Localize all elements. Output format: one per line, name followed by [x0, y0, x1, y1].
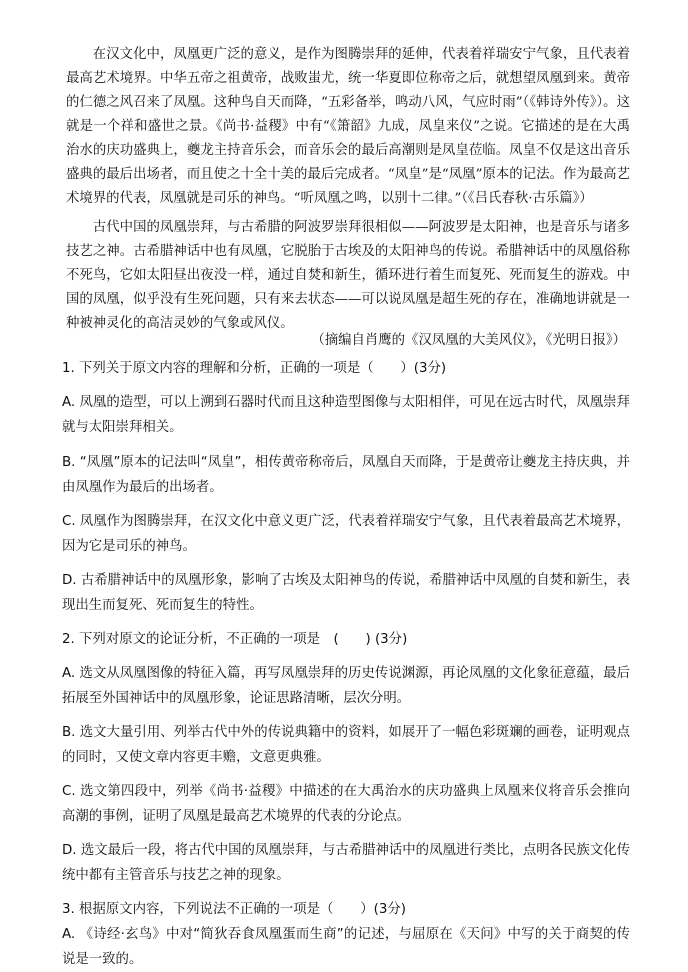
question-2-option-c [62, 779, 630, 829]
passage-body [66, 43, 630, 211]
question-1 [62, 356, 630, 381]
option-text: D. 古希腊神话中的凤凰形象，影响了古埃及太阳神鸟的传说，希腊神话中凤凰的自焚和新生，表现出生而复死、死而复生的特性。 [62, 573, 630, 613]
question-3 [62, 897, 630, 922]
option-text: A. 选文从凤凰图像的特征入篇，再写凤凰崇拜的历史传说渊源，再论凤凰的文化象征意蕴，最后拓展至外国神话中的凤凰形象，论证思路清晰，层次分明。 [62, 666, 630, 706]
option-text: A. 《诗经·玄鸟》中对“简狄吞食凤凰蛋而生商”的记述，与屈原在《天问》中写的关于商契的传说是一致的。 [62, 927, 630, 967]
question-stem: 2. 下列对原文的论证分析，不正确的一项是 ( ) (3分) [62, 632, 408, 647]
question-1-option-c [62, 509, 630, 559]
passage-body-2 [66, 216, 630, 336]
option-text: B. 选文大量引用、列举古代中外的传说典籍中的资料，如展开了一幅色彩斑斓的画卷，证明观点的同时，又使文章内容更丰赡，文意更典雅。 [62, 725, 630, 765]
question-2-option-b [62, 720, 630, 770]
question-2-option-a [62, 661, 630, 711]
option-text: B. “凤凰”原本的记法叫“凤皇”，相传黄帝称帝后，凤凰自天而降，于是黄帝让夔龙主持庆典，并由凤凰作为最后的出场者。 [62, 455, 630, 495]
passage-paragraph-2: 古代中国的凤凰崇拜，与古希腊的阿波罗崇拜很相似——阿波罗是太阳神，也是音乐与诸多技艺之神。古希腊神话中也有凤凰，它脱胎于古埃及的太阳神鸟的传说。希腊神话中的凤凰俗称不死鸟，它如太阳昼出夜没一样，通过自焚和新生，循环进行着生而复死、死而复生的游戏。中国的凤凰，似乎没有生死问题，只有来去状态——可以说凤凰是超生死的存在，准确地讲就是一种被神灵化的高洁灵妙的气象或风仪。 [66, 220, 630, 331]
passage-source: （摘编自肖鹰的《汉凤凰的大美风仪》，《光明日报》） [311, 333, 626, 348]
question-stem: 1. 下列关于原文内容的理解和分析，正确的一项是（ ）(3分) [62, 361, 447, 376]
question-stem: 3. 根据原文内容，下列说法不正确的一项是（ ）(3分) [62, 902, 406, 917]
question-1-option-a [62, 390, 630, 440]
option-text: A. 凤凰的造型，可以上溯到石器时代而且这种造型图像与太阳相伴，可见在远古时代，凤凰崇拜就与太阳崇拜相关。 [62, 395, 630, 435]
question-3-option-a [62, 922, 630, 972]
option-text: D. 选文最后一段，将古代中国的凤凰崇拜，与古希腊神话中的凤凰进行类比，点明各民族文化传统中都有主管音乐与技艺之神的现象。 [62, 843, 630, 883]
option-text: C. 选文第四段中，列举《尚书·益稷》中描述的在大禹治水的庆功盛典上凤凰来仪将音乐会推向高潮的事例，证明了凤凰是最高艺术境界的代表的分论点。 [62, 784, 630, 824]
option-text: C. 凤凰作为图腾崇拜，在汉文化中意义更广泛，代表着祥瑞安宁气象，且代表着最高艺术境界，因为它是司乐的神鸟。 [62, 514, 630, 554]
passage-paragraph-1: 在汉文化中，凤凰更广泛的意义，是作为图腾崇拜的延伸，代表着祥瑞安宁气象，且代表着最高艺术境界。中华五帝之祖黄帝，战败蚩尤，统一华夏即位称帝之后，就想望凤凰到来。黄帝的仁德之风召来了凤凰。这种鸟自天而降，“五彩备举，鸣动八风，气应时雨”（《韩诗外传》）。这就是一个祥和盛世之景。《尚书·益稷》中有“《箫韶》九成，凤皇来仪”之说。它描述的是在大禹治水的庆功盛典上，夔龙主持音乐会，而音乐会的最后高潮则是凤皇莅临。凤皇不仅是这出音乐盛典的最后出场者，而且使之十全十美的最后完成者。“凤皇”是“凤凰”原本的记法。作为最高艺术境界的代表，凤凰就是司乐的神鸟。“听凤凰之鸣，以别十二律。”（《吕氏春秋·古乐篇》） [66, 47, 630, 206]
question-1-option-b [62, 450, 630, 500]
question-1-option-d [62, 568, 630, 618]
question-2-option-d [62, 838, 630, 888]
question-2 [62, 627, 630, 652]
